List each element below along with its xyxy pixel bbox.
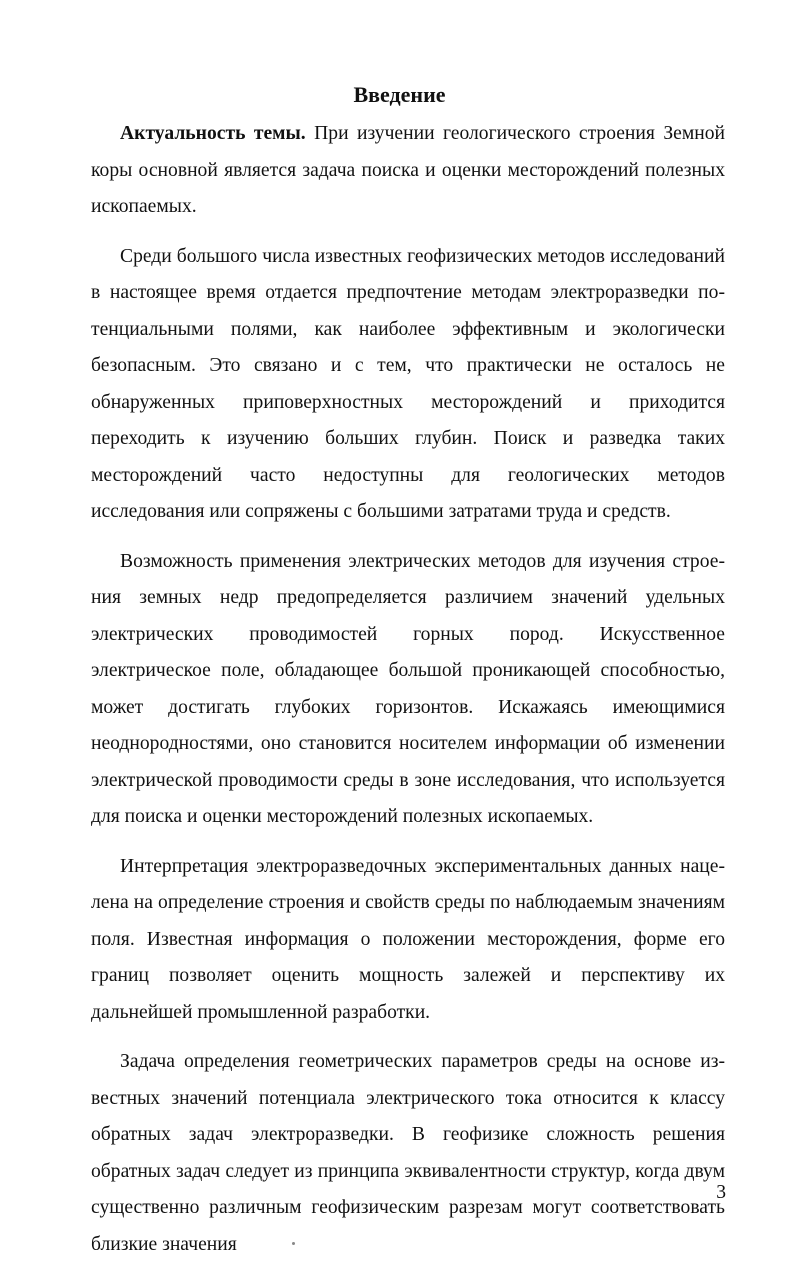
scan-speck [292, 1242, 295, 1245]
page-title: Введение [353, 82, 446, 107]
paragraph-inverse-problem [91, 1044, 725, 1263]
paragraph-relevance [91, 116, 725, 226]
paragraph-text: При изучении геологического строения Земной коры основной является задача поиска и оценки месторождений полезных ископаемых. [91, 123, 726, 217]
paragraph-text: Среди большого числа известных геофизических методов исследований в настоящее время отдается предпочтение методам электроразведки потенциальными полями, как наиболее эффективным и экологически безопасным. Это связано и с тем, что практически не осталось не обнаруженных приповерхностных месторождений и приходится переходить к изучению больших глубин. Поиск и разведка таких месторождений часто недоступны для геологических методов исследования или сопряжены с большими затратами труда и средств. [91, 245, 725, 522]
paragraph-electrical-methods [91, 544, 725, 836]
paragraph-methods [91, 239, 725, 531]
paragraph-text: Задача определения геометрических параметров среды на основе известных значений потенциала электрического тока относится к классу обратных задач электроразведки. В геофизике сложность решения обратных задач следует из принципа эквивалентности структур, когда двум существенно различным геофизическим разрезам могут соответствовать близкие значения [91, 1051, 725, 1255]
paragraph-text: Возможность применения электрических методов для изучения строения земных недр предопределяется различием значений удельных электрических проводимостей горных пород. Искусственное электрическое поле, обладающее большой проникающей способностью, может достигать глубоких горизонтов. Искажаясь имеющимися неоднородностями, оно становится носителем информации об изменении электрической проводимости среды в зоне исследования, что используется для поиска и оценки месторождений полезных ископаемых. [91, 550, 725, 827]
paragraph-lead: Актуальность темы. [120, 123, 306, 144]
paragraph-text: Интерпретация электроразведочных экспериментальных данных нацелена на определение строения и свойств среды по наблюдаемым значениям поля. Известная информация о положении месторождения, форме его границ позволяет оценить мощность залежей и перспективу их дальнейшей промышленной разработки. [91, 855, 725, 1023]
paragraph-interpretation [91, 849, 725, 1032]
page-number: 3 [716, 1182, 726, 1203]
body-text [91, 116, 725, 1263]
